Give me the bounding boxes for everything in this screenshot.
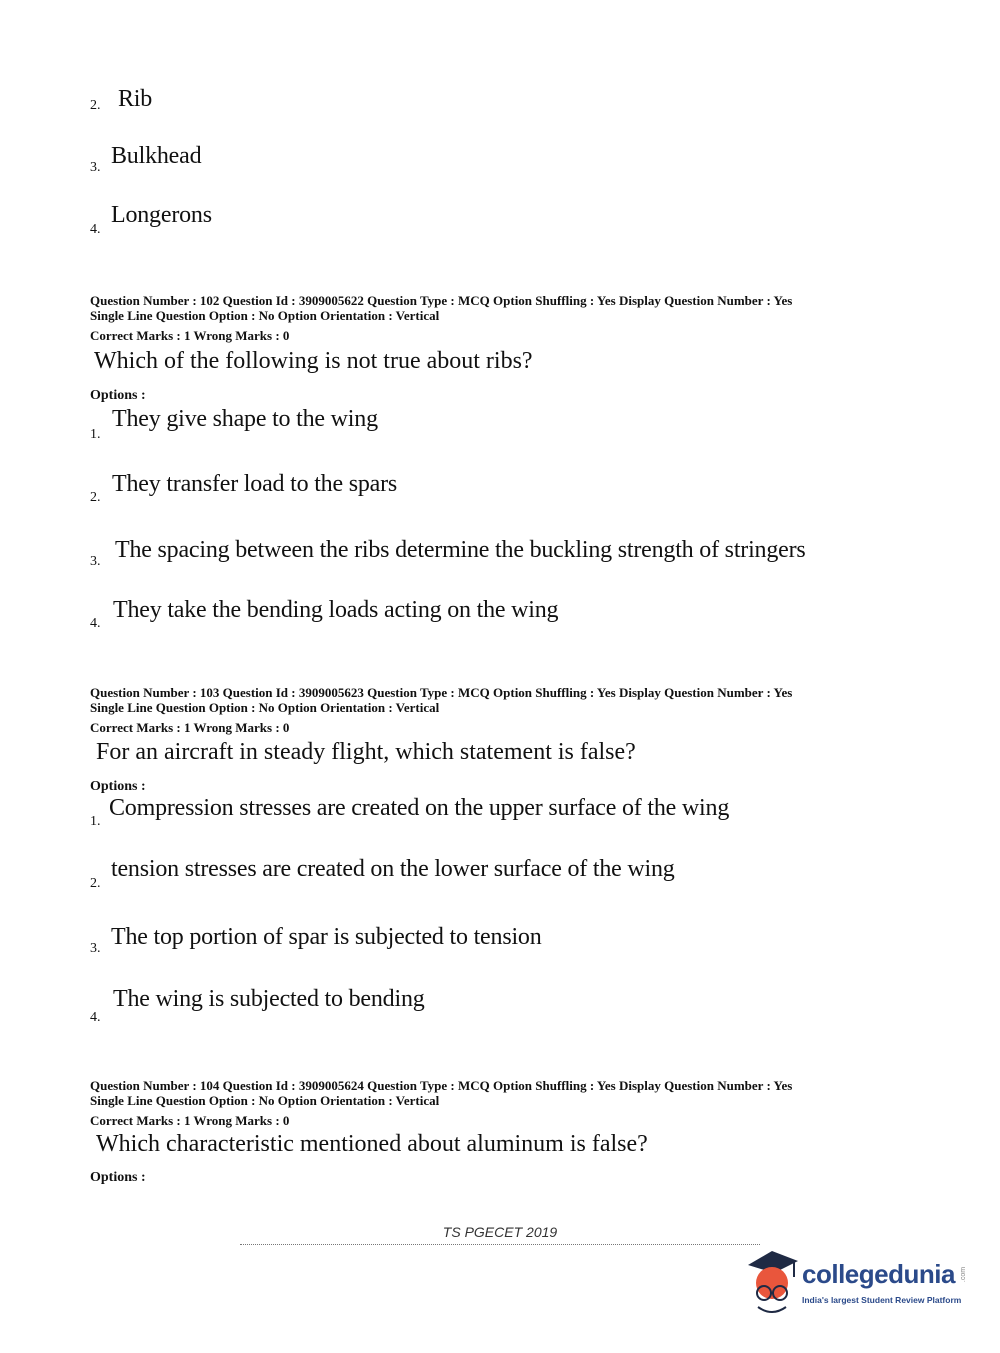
option-text: They take the bending loads acting on the wing [113, 597, 559, 623]
question-meta: Question Number : 102 Question Id : 3909005622 Question Type : MCQ Option Shuffling : Yes Display Question Number : Yes [90, 293, 793, 308]
option-number: 1. [90, 814, 101, 829]
option-text: tension stresses are created on the lower surface of the wing [111, 856, 675, 882]
logo-tagline: India's largest Student Review Platform [802, 1295, 962, 1305]
options-label: Options : [90, 779, 146, 794]
options-label: Options : [90, 1170, 146, 1185]
option-number: 3. [90, 554, 101, 569]
question-marks: Correct Marks : 1 Wrong Marks : 0 [90, 328, 290, 343]
option-text: Compression stresses are created on the upper surface of the wing [109, 795, 730, 821]
option-number: 2. [90, 876, 101, 891]
option-text: Bulkhead [111, 143, 202, 169]
option-number: 1. [90, 427, 101, 442]
question-meta: Single Line Question Option : No Option Orientation : Vertical [90, 1093, 440, 1108]
option-text: The wing is subjected to bending [113, 986, 425, 1012]
question-text: Which characteristic mentioned about aluminum is false? [96, 1131, 648, 1157]
mascot-icon [740, 1247, 802, 1317]
option-text: Longerons [111, 202, 212, 228]
collegedunia-logo [740, 1247, 970, 1317]
option-number: 4. [90, 222, 101, 237]
question-meta: Single Line Question Option : No Option Orientation : Vertical [90, 700, 440, 715]
option-text: They give shape to the wing [112, 406, 378, 432]
options-label: Options : [90, 388, 146, 403]
page-footer: TS PGECET 2019 [442, 1224, 558, 1240]
option-number: 3. [90, 941, 101, 956]
question-text: For an aircraft in steady flight, which statement is false? [96, 739, 636, 765]
question-meta: Question Number : 104 Question Id : 3909005624 Question Type : MCQ Option Shuffling : Yes Display Question Number : Yes [90, 1078, 793, 1093]
option-number: 4. [90, 616, 101, 631]
question-marks: Correct Marks : 1 Wrong Marks : 0 [90, 1113, 290, 1128]
option-text: The top portion of spar is subjected to tension [111, 924, 542, 950]
question-marks: Correct Marks : 1 Wrong Marks : 0 [90, 720, 290, 735]
option-number: 2. [90, 490, 101, 505]
logo-wordmark: collegedunia [802, 1259, 955, 1289]
option-text: Rib [118, 86, 153, 112]
option-text: The spacing between the ribs determine the buckling strength of stringers [115, 537, 806, 563]
footer-divider [240, 1244, 760, 1245]
option-text: They transfer load to the spars [112, 471, 398, 497]
question-text: Which of the following is not true about ribs? [94, 348, 533, 374]
option-number: 3. [90, 160, 101, 175]
option-number: 2. [90, 98, 101, 113]
question-meta: Single Line Question Option : No Option Orientation : Vertical [90, 308, 440, 323]
question-meta: Question Number : 103 Question Id : 3909005623 Question Type : MCQ Option Shuffling : Yes Display Question Number : Yes [90, 685, 793, 700]
option-number: 4. [90, 1010, 101, 1025]
logo-suffix: .com [960, 1266, 968, 1283]
